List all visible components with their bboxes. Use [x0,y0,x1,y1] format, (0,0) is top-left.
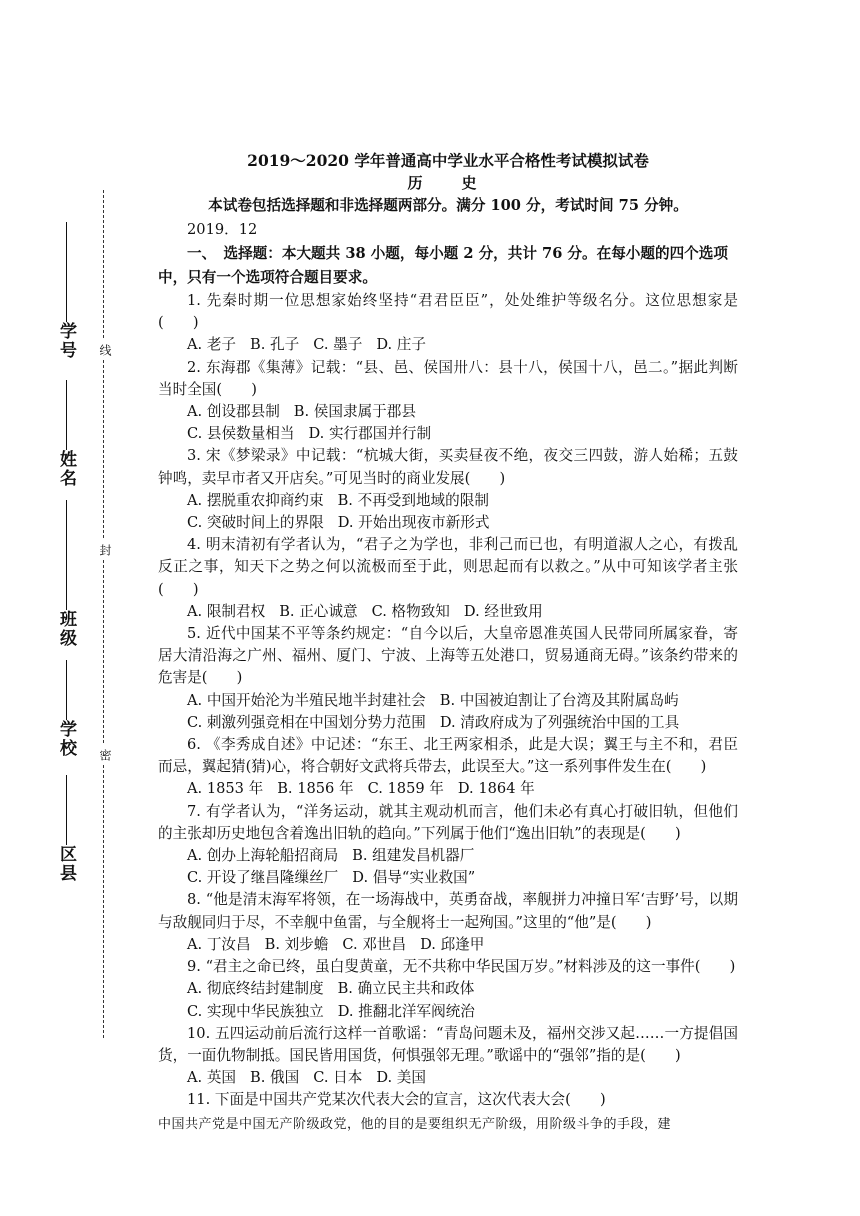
question-excerpt: 中国共产党是中国无产阶级政党，他的目的是要组织无产阶级，用阶级斗争的手段，建 [158,1116,672,1132]
answer-option[interactable]: A. 彻底终结封建制度 [187,980,324,998]
answer-option[interactable]: A. 中国开始沦为半殖民地半封建社会 [187,691,426,709]
answer-option[interactable]: C. 墨子 [313,336,363,354]
answer-option[interactable]: B. 中国被迫割让了台湾及其附属岛屿 [439,691,679,709]
class-field[interactable] [54,500,79,648]
name-label: 姓名 [56,450,76,488]
seal-secret-mark: 密 [94,745,114,765]
district-field[interactable] [54,775,79,883]
answer-option[interactable]: D. 倡导“实业救国” [352,869,476,887]
answer-option[interactable]: D. 美国 [376,1069,426,1087]
question-stem: 11. 下面是中国共产党某次代表大会的宣言，这次代表大会( ) [187,1091,606,1109]
answer-option[interactable]: D. 推翻北洋军阀统治 [337,1002,475,1020]
answer-option[interactable]: D. 邱逢甲 [420,935,485,953]
question-stem: 5. 近代中国某不平等条约规定：“自今以后，大皇帝恩准英国人民带同所属家眷，寄居大清沿海之广州、福州、厦门、宁波、上海等五处港口，贸易通商无碍。”该条约带来的危害是( ) [158,625,738,687]
class-blank[interactable] [66,500,67,610]
seal-seal-mark: 封 [94,540,114,560]
question-item [158,1023,738,1090]
question-stem: 7. 有学者认为，“洋务运动，就其主观动机而言，他们未必有真心打破旧轨，但他们的主张却历史地包含着逸出旧轨的趋向。”下列属于他们“逸出旧轨”的表现是( ) [158,802,738,842]
seal-line-mark: 线 [94,340,114,360]
question-stem: 1. 先秦时期一位思想家始终坚持“君君臣臣”，处处维护等级名分。这位思想家是( ) [158,292,738,332]
binding-dashed-line [103,190,104,1038]
answer-option[interactable]: C. 邓世昌 [342,935,407,953]
options-row [158,334,738,356]
options-row [158,490,738,512]
answer-option[interactable]: C. 县侯数量相当 [187,425,295,443]
answer-option[interactable]: B. 孔子 [250,336,300,354]
options-row [158,512,738,534]
answer-option[interactable]: D. 1864 年 [457,780,535,798]
options-row [158,423,738,445]
question-item [158,734,738,801]
question-stem: 9. “君主之命已终，虽白叟黄童，无不共称中华民国万岁。”材料涉及的这一事件( ) [187,958,736,976]
answer-option[interactable]: A. 摆脱重农抑商约束 [187,491,324,509]
options-row [158,1067,738,1089]
question-item [158,445,738,534]
answer-option[interactable]: B. 正心诚意 [279,602,358,620]
answer-option[interactable]: B. 刘步蟾 [264,935,329,953]
answer-option[interactable]: C. 格物致知 [371,602,450,620]
options-row [158,978,738,1000]
exam-content [158,150,738,1136]
answer-option[interactable]: A. 限制君权 [187,602,266,620]
options-row [158,601,738,623]
question-stem: 3. 宋《梦梁录》中记载：“杭城大街，买卖昼夜不绝，夜交三四鼓，游人始稀；五鼓钟鸣，卖早市者又开店矣。”可见当时的商业发展( ) [158,447,738,487]
answer-option[interactable]: D. 实行郡国并行制 [308,425,432,443]
district-blank[interactable] [66,775,67,845]
question-stem: 6. 《李秀成自述》中记述：“东王、北王两家相杀，此是大误；翼王与主不和，君臣而忌，翼起猜(猜)心，将合朝好文武将兵带去，此误至大。”这一系列事件发生在( ) [158,736,738,776]
answer-option[interactable]: B. 不再受到地域的限制 [337,491,489,509]
answer-option[interactable]: C. 1859 年 [367,780,444,798]
district-label: 区县 [56,845,76,883]
options-row [158,845,738,867]
question-item [158,623,738,734]
question-stem: 10. 五四运动前后流行这样一首歌谣：“青岛问题未及，福州交涉又起……一方提倡国货，一面仇物制抵。国民皆用国货，何惧强邻无理。”歌谣中的“强邻”指的是( ) [158,1024,738,1064]
question-item [158,534,738,623]
answer-option[interactable]: C. 开设了继昌隆缫丝厂 [187,869,339,887]
answer-option[interactable]: C. 刺激列强竞相在中国划分势力范围 [187,713,426,731]
answer-option[interactable]: D. 清政府成为了列强统治中国的工具 [439,713,680,731]
answer-option[interactable]: C. 突破时间上的界限 [187,514,324,532]
question-stem: 2. 东海郡《集薄》记载：“县、邑、侯国卅八：县十八，侯国十八，邑二。”据此判断当时全国( ) [158,358,738,398]
question-item [158,290,738,357]
options-row [158,778,738,800]
answer-option[interactable]: B. 1856 年 [277,780,354,798]
options-row [158,690,738,712]
answer-option[interactable]: B. 确立民主共和政体 [337,980,475,998]
student-id-field[interactable] [54,222,79,360]
answer-option[interactable]: A. 丁汝昌 [187,935,251,953]
question-item [158,1089,738,1111]
question-item [158,956,738,1023]
student-id-blank[interactable] [66,222,67,322]
section-heading: 一、 选择题：本大题共 38 小题，每小题 2 分，共计 76 分。在每小题的四个选项中，只有一个选项符合题目要求。 [158,245,728,286]
answer-option[interactable]: C. 实现中华民族独立 [187,1002,324,1020]
student-id-label: 学号 [56,322,76,360]
question-item [158,357,738,446]
school-field[interactable] [54,660,79,758]
answer-option[interactable]: D. 经世致用 [463,602,543,620]
exam-intro: 本试卷包括选择题和非选择题两部分。满分 100 分，考试时间 75 分钟。 [208,197,688,214]
name-field[interactable] [54,380,79,488]
answer-option[interactable]: A. 创办上海轮船招商局 [187,847,339,865]
options-row [158,712,738,734]
exam-title: 2019～2020 学年普通高中学业水平合格性考试模拟试卷 [247,151,649,170]
answer-option[interactable]: A. 老子 [187,336,237,354]
answer-option[interactable]: B. 俄国 [250,1069,300,1087]
school-blank[interactable] [66,660,67,720]
subject-title: 历 史 [407,174,489,192]
answer-option[interactable]: C. 日本 [313,1069,363,1087]
options-row [158,1001,738,1023]
answer-option[interactable]: B. 组建发昌机器厂 [352,847,475,865]
answer-option[interactable]: A. 英国 [187,1069,237,1087]
question-item [158,889,738,956]
options-row [158,867,738,889]
question-stem: 8. “他是清末海军将领，在一场海战中，英勇奋战，率舰拼力冲撞日军‘吉野’号，以期与敌舰同归于尽，不幸舰中鱼雷，与全舰将士一起殉国。”这里的“他”是( ) [158,891,738,931]
options-row [158,401,738,423]
answer-option[interactable]: A. 1853 年 [187,780,264,798]
options-row [158,934,738,956]
answer-option[interactable]: D. 庄子 [376,336,426,354]
question-item [158,801,738,890]
answer-option[interactable]: B. 侯国隶属于郡县 [293,403,416,421]
class-label: 班级 [56,610,76,648]
question-stem: 4. 明末清初有学者认为，“君子之为学也，非利己而已也，有明道淑人之心，有拨乱反正之事，知天下之势之何以流极而至于此，则思起而有以救之。”从中可知该学者主张( ) [158,536,738,598]
answer-option[interactable]: A. 创设郡县制 [187,403,280,421]
exam-date: 2019．12 [187,221,258,238]
answer-option[interactable]: D. 开始出现夜市新形式 [337,514,490,532]
question-list [158,290,738,1112]
name-blank[interactable] [66,380,67,450]
school-label: 学校 [56,720,76,758]
